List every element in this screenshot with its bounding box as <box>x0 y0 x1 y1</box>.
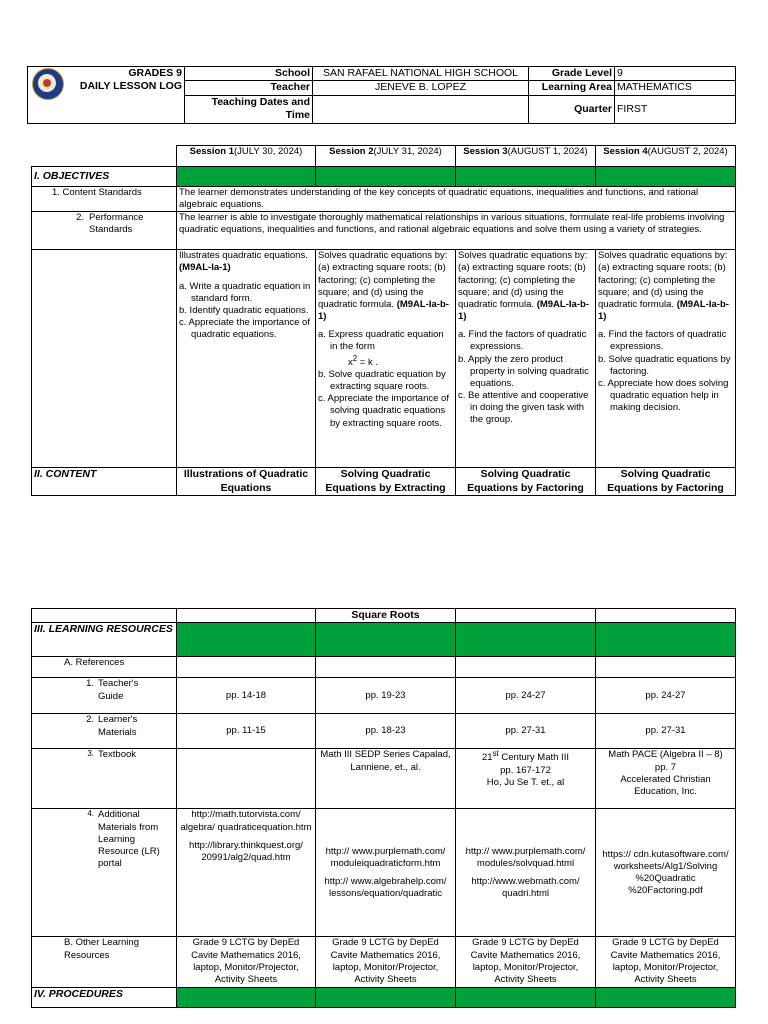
session-1-content: Illustrations of Quadratic Equations <box>177 468 316 496</box>
content-heading: II. CONTENT <box>32 468 177 496</box>
additional-materials-session-3 <box>456 809 596 937</box>
link-s1-b[interactable]: http://library.thinkquest.org/ 20991/alg2/quad.htm <box>189 839 303 863</box>
session-2-objectives: Solves quadratic equations by: (a) extracting square roots; (b) factoring; (c) completing the square; and (d) using the quadratic formula. (M9AL-Ia-b-1) a. Express quadratic equation in the form $x^2 = k$ . b. Solve quadratic equation by extracting square roots. c. Appreciate the importance of solving quadratic equations by extracting square roots. <box>316 250 456 468</box>
additional-materials-label: 4. Additional Materials from Learning Resource (LR) portal <box>32 809 177 937</box>
additional-materials-session-1 <box>177 809 316 937</box>
lm-session-3: pp. 27-31 <box>456 714 596 749</box>
tg-session-4: pp. 24-27 <box>596 678 736 714</box>
teaching-dates-value <box>313 95 529 123</box>
other-resources-label: B. Other Learning Resources <box>32 937 177 988</box>
performance-standards-label: 2. Performance Standards <box>32 212 177 250</box>
header-table <box>27 66 736 124</box>
session-3-content: Solving Quadratic Equations by Factoring <box>456 468 596 496</box>
other-resources-session-4: Grade 9 LCTG by DepEd Cavite Mathematics 2016, laptop, Monitor/Projector, Activity Sheets <box>596 937 736 988</box>
teaching-dates-label: Teaching Dates and Time <box>185 95 313 123</box>
tg-session-1: pp. 14-18 <box>177 678 316 714</box>
link-s3-a[interactable]: http:// www.purplemath.com/ modules/solvquad.html <box>465 845 586 869</box>
other-resources-session-3: Grade 9 LCTG by DepEd Cavite Mathematics 2016, laptop, Monitor/Projector, Activity Sheets <box>456 937 596 988</box>
quarter-value: FIRST <box>615 95 736 123</box>
textbook-session-4: Math PACE (Algebra II – 8) pp. 7 Accelerated Christian Education, Inc. <box>596 749 736 809</box>
quarter-label: Quarter <box>529 95 615 123</box>
session-4-objectives: Solves quadratic equations by: (a) extracting square roots; (b) factoring; (c) completing the square; and (d) using the quadratic formula. (M9AL-Ia-b-1) a. Find the factors of quadratic expressions. b. Solve quadratic equations by factoring. c. Appreciate how does solving quadratic equation help in making decision. <box>596 250 736 468</box>
resources-table <box>31 608 736 1008</box>
school-label: School <box>185 67 313 81</box>
references-label: A. References <box>32 657 177 678</box>
teacher-label: Teacher <box>185 81 313 95</box>
content-standards-label: 1. Content Standards <box>32 187 177 212</box>
learning-resources-heading: III. LEARNING RESOURCES <box>32 623 177 657</box>
other-resources-session-2: Grade 9 LCTG by DepEd Cavite Mathematics 2016, laptop, Monitor/Projector, Activity Sheets <box>316 937 456 988</box>
header-title-cell <box>28 67 185 124</box>
learning-area-label: Learning Area <box>529 81 615 95</box>
teachers-guide-label: 1. Teacher's Guide <box>32 678 177 714</box>
session-3-objectives: Solves quadratic equations by: (a) extracting square roots; (b) factoring; (c) completing the square; and (d) using the quadratic formula. (M9AL-Ia-b-1) a. Find the factors of quadratic expressions. b. Apply the zero product property in solving quadratic equations. c. Be attentive and cooperative in doing the given task with the group. <box>456 250 596 468</box>
tg-session-3: pp. 24-27 <box>456 678 596 714</box>
procedures-heading: IV. PROCEDURES <box>32 988 177 1008</box>
textbook-session-3: 21st Century Math III pp. 167-172 Ho, Ju Se T. et., al <box>456 749 596 809</box>
grade-level-label: Grade Level <box>529 67 615 81</box>
learners-materials-label: 2. Learner's Materials <box>32 714 177 749</box>
textbook-session-2: Math III SEDP Series Capalad, Lanniene, et., al. <box>316 749 456 809</box>
daily-lesson-log-title: DAILY LESSON LOG <box>79 80 182 93</box>
link-s3-b[interactable]: http://www.webmath.com/ quadri.html <box>471 875 580 900</box>
school-value: SAN RAFAEL NATIONAL HIGH SCHOOL <box>313 67 529 81</box>
textbook-label: 3. Textbook <box>32 749 177 809</box>
session-2-header: Session 2(JULY 31, 2024) <box>316 146 456 167</box>
session-1-objectives: Illustrates quadratic equations. (M9AL-Ia-1) a. Write a quadratic equation in standard form. b. Identify quadratic equations. c. Appreciate the importance of quadratic equations. <box>177 250 316 468</box>
session-2-content: Solving Quadratic Equations by Extracting <box>316 468 456 496</box>
link-s2-a[interactable]: http:// www.purplemath.com/ moduleiquadraticform.htm <box>325 845 446 869</box>
lm-session-4: pp. 27-31 <box>596 714 736 749</box>
link-s2-b[interactable]: http:// www.algebrahelp.com/ lessons/equation/quadratic <box>324 875 447 900</box>
additional-materials-session-4 <box>596 809 736 937</box>
session-1-header: Session 1(JULY 30, 2024) <box>177 146 316 167</box>
tg-session-2: pp. 19-23 <box>316 678 456 714</box>
session-2-content-continued: Square Roots <box>316 609 456 623</box>
link-s4[interactable]: https:// cdn.kutasoftware.com/ worksheets/Alg1/Solving %20Quadratic %20Factoring.pdf <box>602 848 729 897</box>
link-s1-a[interactable]: http://math.tutorvista.com/ algebra/ quadraticequation.htm <box>180 809 312 833</box>
lm-session-1: pp. 11-15 <box>177 714 316 749</box>
grades-label: GRADES 9 <box>128 67 182 79</box>
session-4-header: Session 4(AUGUST 2, 2024) <box>596 146 736 167</box>
objectives-table <box>31 145 736 496</box>
content-standards-text: The learner demonstrates understanding of the key concepts of quadratic equations, inequalities and functions, and rational algebraic equations. <box>177 187 736 212</box>
performance-standards-text: The learner is able to investigate thoroughly mathematical relationships in various situations, formulate real-life problems involving quadratic equations, inequalities and functions, and rational algebraic equations and solve them using a variety of strategies. <box>177 212 736 250</box>
session-4-content: Solving Quadratic Equations by Factoring <box>596 468 736 496</box>
other-resources-session-1: Grade 9 LCTG by DepEd Cavite Mathematics 2016, laptop, Monitor/Projector, Activity Sheets <box>177 937 316 988</box>
lm-session-2: pp. 18-23 <box>316 714 456 749</box>
additional-materials-session-2 <box>316 809 456 937</box>
grade-level-value: 9 <box>615 67 736 81</box>
session-3-header: Session 3(AUGUST 1, 2024) <box>456 146 596 167</box>
learning-area-value: MATHEMATICS <box>615 81 736 95</box>
objectives-heading: I. OBJECTIVES <box>32 167 177 187</box>
teacher-value: JENEVE B. LOPEZ <box>313 81 529 95</box>
